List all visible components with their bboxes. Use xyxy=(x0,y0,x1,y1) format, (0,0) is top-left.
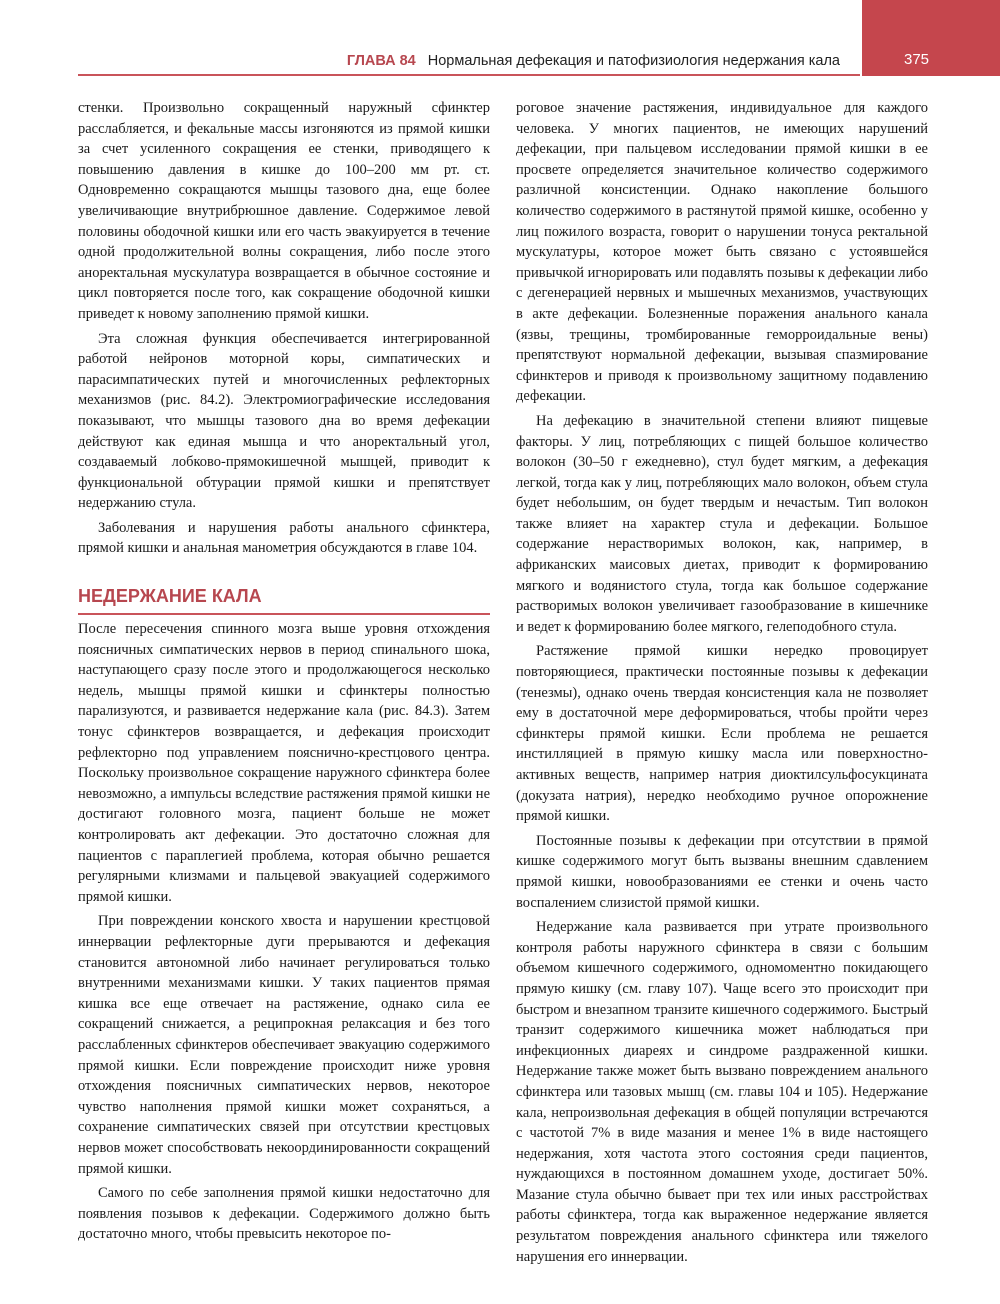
right-column xyxy=(516,98,928,1271)
paragraph: На дефекацию в значительной степени влияют пищевые факторы. У лиц, потребляющих с пищей большое количество волокон (30–50 г ежедневно), стул будет мягким, а дефекация легкой, тогда как у лиц, потребляющих мало волокон, объем стула будет небольшим, он будет твердым и нечастым. Тип волокон также влияет на характер стула и дефекации. Большое содержание нерастворимых волокон, как, например, в африканских маисовых диетах, приводит к формированию мягкого и водянистого стула, тогда как большое содержание растворимых волокон увеличивает газообразование в кишечнике и ведет к формированию более мягкого, гелеподобного стула. xyxy=(516,412,928,635)
section-heading: НЕДЕРЖАНИЕ КАЛА xyxy=(78,585,490,615)
header-rule xyxy=(78,74,860,76)
paragraph: Заболевания и нарушения работы анального сфинктера, прямой кишки и анальная манометрия обсуждаются в главе 104. xyxy=(78,519,490,557)
paragraph: Эта сложная функция обеспечивается интегрированной работой нейронов моторной коры, симпатических и парасимпатических путей и многочисленных рефлекторных механизмов (рис. 84.2). Электромиографические исследования показывают, что мышцы тазового дна во время дефекации действуют как единая мышца и что аноректальный угол, создаваемый лобково-прямокишечной мышцей, приводит к функциональной обтурации прямой кишки и препятствует недержанию стула. xyxy=(78,330,490,512)
running-header xyxy=(0,50,1000,76)
paragraph: Самого по себе заполнения прямой кишки недостаточно для появления позывов к дефекации. Содержимого должно быть достаточно много, чтобы превысить некоторое по- xyxy=(78,1185,490,1243)
paragraph: Растяжение прямой кишки нередко провоцирует повторяющиеся, практически постоянные позывы к дефекации (тенезмы), однако очень твердая консистенция кала не позволяет ему в достаточной мере деформироваться, чтобы пройти через сфинктеры прямой кишки. Если проблема не решается инстилляцией в прямую кишку масла или поверхностно-активных веществ, например натрия диоктилсульфосукцината (докузата натрия), нередко необходимо ручное опорожнение прямой кишки. xyxy=(516,643,928,825)
paragraph: Недержание кала развивается при утрате произвольного контроля работы наружного сфинктера в связи с большим объемом кишечного содержимого, одномоментно покидающего прямую кишку (см. главу 107). Чаще всего это происходит при быстром и внезапном транзите кишечного содержимого. Быстрый транзит содержимого кишечника может наблюдаться при инфекционных диареях и синдроме раздраженной кишки. Недержание также может быть вызвано повреждением анального сфинктера или тазовых мышц (см. главы 104 и 105). Недержание кала, непроизвольная дефекация в общей популяции встречаются с частотой 7% в виде мазания и менее 1% в виде настоящего недержания, хотя частота этого состояния среди пациентов, нуждающихся в постоянном домашнем уходе, достигает 50%. Мазание стула обычно бывает при тех или иных расстройствах работы сфинктера, тогда как выраженное недержание является результатом повреждения анального сфинктера или тяжелого нарушения его иннервации. xyxy=(516,919,928,1265)
page-number-box xyxy=(862,0,1000,76)
page-number: 375 xyxy=(904,51,930,68)
paragraph: При повреждении конского хвоста и нарушении крестцовой иннервации рефлекторные дуги прерываются и дефекация становится автономной либо начинает регулироваться только внутренними механизмами кишки. У таких пациентов прямая кишка все еще отвечает на растяжение, однако сила ее сокращений снижается, а реципрокная релаксация и без того расслабленных сфинктеров обеспечивает эвакуацию содержимого прямой кишки. Если повреждение происходит ниже уровня отхождения поясничных симпатических нервов, некоторое чувство наполнения прямой кишки может сохраняться, а сохранение симпатических связей при отсутствии крестцовых нервов может способствовать некоординированности сокращений прямой кишки. xyxy=(78,913,490,1177)
paragraph: Постоянные позывы к дефекации при отсутствии в прямой кишке содержимого могут быть вызваны внешним сдавлением прямой кишки, новообразованиями ее стенки и очень часто воспалением слизистой прямой кишки. xyxy=(516,832,928,911)
paragraph: После пересечения спинного мозга выше уровня отхождения поясничных симпатических нервов в период спинального шока, наступающего сразу после этого и продолжающегося несколько недель, мышцы прямой кишки и сфинктеры полностью парализуются, и развивается недержание кала (рис. 84.3). Затем тонус сфинктеров возвращается, и дефекация происходит рефлекторно под управлением пояснично-крестцового центра. Поскольку произвольное сокращение наружного сфинктера более невозможно, а импульсы вследствие растяжения прямой кишки не достигают головного мозга, пациент больше не может контролировать акт дефекации. Это достаточно сложная для пациентов с параплегией проблема, которая обычно решается регулярными клизмами и пальцевой эвакуацией содержимого прямой кишки. xyxy=(78,621,490,905)
chapter-title: Нормальная дефекация и патофизиология недержания кала xyxy=(427,53,840,69)
left-column xyxy=(78,98,490,1249)
paragraph: стенки. Произвольно сокращенный наружный сфинктер расслабляется, и фекальные массы изгоняются из прямой кишки за счет усиленного сокращения ее стенки, приводящего к повышению давления в кишке до 100–200 мм рт. ст. Одновременно сокращаются мышцы тазового дна, еще более увеличивающие внутрибрюшное давление. Содержимое левой половины ободочной кишки или его часть эвакуируется в течение одной продолжительной волны сокращения, либо после этого аноректальная мускулатура возвращается в обычное состояние и цикл повторяется после того, как сокращение ободочной кишки приведет к новому заполнению прямой кишки. xyxy=(78,100,490,322)
chapter-label: ГЛАВА 84 xyxy=(346,53,416,69)
running-header-text xyxy=(347,50,840,72)
paragraph: роговое значение растяжения, индивидуальное для каждого человека. У многих пациентов, не имеющих нарушений дефекации, при пальцевом исследовании прямой кишки в ее просвете определяется значительное количество содержимого различной консистенции. Однако накопление большого количество содержимого в растянутой прямой кишке, особенно у лиц пожилого возраста, говорит о нарушении тонуса ректальной мускулатуры, которое может быть связано с устоявшейся привычкой игнорировать или подавлять позывы к дефекации либо с дегенерацией нервных и мышечных механизмов, участвующих в акте дефекации. Болезненные поражения анального канала (язвы, трещины, тромбированные геморроидальные вены) препятствуют нормальной дефекации, вызывая спазмирование сфинктеров и приводя к произвольному защитному подавлению дефекации. xyxy=(516,100,929,405)
